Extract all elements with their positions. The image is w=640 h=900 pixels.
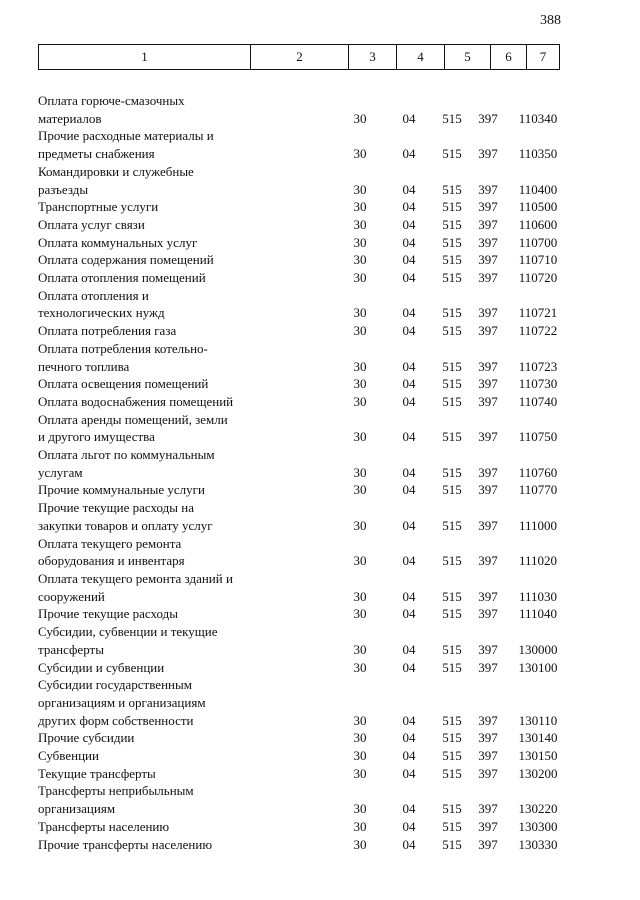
row-code-c4: 04 [402, 181, 416, 197]
row-code-c7: 130000 [518, 641, 558, 657]
row-code-c6: 397 [478, 252, 498, 268]
row-name: Оплата водоснабжения помещений [38, 393, 234, 409]
row-code-c4: 04 [402, 110, 416, 126]
row-code-c3: 30 [353, 110, 367, 126]
row-code-c7: 110723 [518, 358, 558, 374]
row-code-c5: 515 [442, 482, 462, 498]
row-code-c6: 397 [478, 641, 498, 657]
row-code-c5: 515 [442, 216, 462, 232]
row-code-c7: 110721 [518, 305, 558, 321]
column-header-2: 2 [251, 45, 349, 69]
row-code-c3: 30 [353, 801, 367, 817]
row-code-c6: 397 [478, 588, 498, 604]
row-code-c5: 515 [442, 358, 462, 374]
row-code-c5: 515 [442, 146, 462, 162]
table-row [0, 623, 640, 658]
row-code-c6: 397 [478, 553, 498, 569]
column-header-3: 3 [349, 45, 397, 69]
row-code-c4: 04 [402, 216, 416, 232]
table-row [0, 127, 640, 162]
row-code-c5: 515 [442, 234, 462, 250]
budget-classification-table [0, 92, 640, 853]
row-code-c4: 04 [402, 199, 416, 215]
row-code-c3: 30 [353, 252, 367, 268]
row-name: Оплата освещения помещений [38, 376, 209, 392]
row-code-c7: 111040 [518, 606, 558, 622]
row-code-c5: 515 [442, 641, 462, 657]
table-row [0, 481, 640, 499]
row-code-c7: 110750 [518, 429, 558, 445]
row-code-c5: 515 [442, 110, 462, 126]
row-name: Оплата содержания помещений [38, 252, 214, 268]
row-code-c6: 397 [478, 836, 498, 852]
row-code-c6: 397 [478, 146, 498, 162]
row-name: Субсидии, субвенции и текущие трансферты [38, 624, 218, 657]
row-code-c4: 04 [402, 748, 416, 764]
row-code-c7: 130220 [518, 801, 558, 817]
row-code-c5: 515 [442, 376, 462, 392]
row-code-c6: 397 [478, 765, 498, 781]
row-code-c4: 04 [402, 588, 416, 604]
row-code-c7: 110720 [518, 270, 558, 286]
row-code-c3: 30 [353, 358, 367, 374]
row-code-c7: 110340 [518, 110, 558, 126]
table-row [0, 92, 640, 127]
row-code-c7: 130300 [518, 818, 558, 834]
row-name: Прочие текущие расходы на закупки товаров и оплату услуг [38, 500, 213, 533]
row-code-c7: 130150 [518, 748, 558, 764]
column-header-7: 7 [539, 49, 547, 64]
row-code-c7: 110700 [518, 234, 558, 250]
row-code-c4: 04 [402, 712, 416, 728]
row-name: Субсидии и субвенции [38, 659, 165, 675]
row-code-c3: 30 [353, 393, 367, 409]
row-name: Прочие расходные материалы и предметы снабжения [38, 128, 214, 162]
row-code-c6: 397 [478, 606, 498, 622]
table-row [0, 340, 640, 375]
row-code-c7: 110730 [518, 376, 558, 392]
row-code-c3: 30 [353, 765, 367, 781]
row-code-c4: 04 [402, 641, 416, 657]
row-code-c4: 04 [402, 517, 416, 533]
table-row [0, 535, 640, 570]
row-code-c6: 397 [478, 429, 498, 445]
row-code-c7: 110400 [518, 181, 558, 197]
row-code-c6: 397 [478, 464, 498, 480]
table-row [0, 747, 640, 765]
row-name: Транспортные услуги [38, 199, 159, 215]
row-name: Оплата отопления и технологических нужд [38, 287, 165, 321]
row-code-c7: 110600 [518, 216, 558, 232]
row-code-c6: 397 [478, 181, 498, 197]
row-code-c6: 397 [478, 199, 498, 215]
row-code-c3: 30 [353, 836, 367, 852]
row-code-c3: 30 [353, 199, 367, 215]
row-code-c6: 397 [478, 818, 498, 834]
column-header-5: 5 [445, 45, 491, 69]
row-name: Оплата аренды помещений, земли и другого имущества [38, 411, 228, 445]
row-code-c4: 04 [402, 730, 416, 746]
row-code-c4: 04 [402, 393, 416, 409]
row-code-c5: 515 [442, 553, 462, 569]
row-code-c4: 04 [402, 270, 416, 286]
row-code-c4: 04 [402, 482, 416, 498]
row-code-c7: 110760 [518, 464, 558, 480]
column-header-4: 4 [397, 45, 445, 69]
row-code-c3: 30 [353, 376, 367, 392]
row-code-c3: 30 [353, 818, 367, 834]
row-code-c4: 04 [402, 464, 416, 480]
row-code-c3: 30 [353, 323, 367, 339]
row-code-c3: 30 [353, 429, 367, 445]
row-code-c5: 515 [442, 252, 462, 268]
row-code-c5: 515 [442, 748, 462, 764]
row-code-c3: 30 [353, 270, 367, 286]
row-code-c5: 515 [442, 305, 462, 321]
row-name: Прочие трансферты населению [38, 836, 213, 852]
table-row [0, 659, 640, 677]
row-name: Оплата льгот по коммунальным услугам [38, 447, 215, 480]
row-code-c3: 30 [353, 234, 367, 250]
column-header-1: 1 [39, 45, 251, 69]
row-code-c5: 515 [442, 730, 462, 746]
row-name: Текущие трансферты [38, 765, 156, 781]
row-code-c4: 04 [402, 553, 416, 569]
row-name: Субвенции [38, 748, 99, 764]
row-name: Командировки и служебные разъезды [38, 163, 194, 197]
row-code-c5: 515 [442, 836, 462, 852]
row-code-c7: 110500 [518, 199, 558, 215]
row-code-c4: 04 [402, 252, 416, 268]
row-code-c5: 515 [442, 199, 462, 215]
row-code-c5: 515 [442, 818, 462, 834]
table-row [0, 287, 640, 322]
table-row [0, 765, 640, 783]
row-code-c5: 515 [442, 181, 462, 197]
row-name: Трансферты неприбыльным организациям [38, 783, 194, 817]
row-code-c5: 515 [442, 606, 462, 622]
row-code-c5: 515 [442, 659, 462, 675]
table-row [0, 234, 640, 252]
row-code-c4: 04 [402, 836, 416, 852]
table-row [0, 269, 640, 287]
row-code-c4: 04 [402, 818, 416, 834]
row-code-c3: 30 [353, 588, 367, 604]
row-code-c3: 30 [353, 464, 367, 480]
row-code-c3: 30 [353, 748, 367, 764]
row-code-c6: 397 [478, 393, 498, 409]
row-code-c6: 397 [478, 748, 498, 764]
row-code-c5: 515 [442, 712, 462, 728]
table-row [0, 163, 640, 198]
row-code-c3: 30 [353, 146, 367, 162]
row-name: Прочие субсидии [38, 730, 135, 746]
row-code-c6: 397 [478, 730, 498, 746]
table-row [0, 216, 640, 234]
row-code-c7: 110770 [518, 482, 558, 498]
row-code-c5: 515 [442, 765, 462, 781]
row-code-c4: 04 [402, 358, 416, 374]
row-code-c4: 04 [402, 305, 416, 321]
row-name: Оплата текущего ремонта оборудования и инвентаря [38, 535, 185, 569]
row-code-c7: 111020 [518, 553, 558, 569]
row-code-c4: 04 [402, 606, 416, 622]
row-code-c6: 397 [478, 305, 498, 321]
table-row [0, 570, 640, 605]
row-code-c7: 110350 [518, 146, 558, 162]
row-name: Прочие текущие расходы [38, 606, 178, 622]
row-code-c6: 397 [478, 376, 498, 392]
row-code-c3: 30 [353, 482, 367, 498]
row-code-c3: 30 [353, 641, 367, 657]
row-code-c7: 111000 [518, 517, 558, 533]
row-code-c4: 04 [402, 376, 416, 392]
row-code-c3: 30 [353, 181, 367, 197]
table-row [0, 411, 640, 446]
row-code-c7: 130100 [518, 659, 558, 675]
row-code-c5: 515 [442, 393, 462, 409]
row-code-c5: 515 [442, 801, 462, 817]
row-code-c3: 30 [353, 517, 367, 533]
row-name: Трансферты населению [38, 818, 170, 834]
row-code-c3: 30 [353, 305, 367, 321]
row-code-c6: 397 [478, 482, 498, 498]
table-row [0, 605, 640, 623]
row-name: Оплата услуг связи [38, 216, 145, 232]
row-name: Оплата коммунальных услуг [38, 234, 198, 250]
row-code-c3: 30 [353, 216, 367, 232]
row-code-c5: 515 [442, 429, 462, 445]
row-code-c5: 515 [442, 464, 462, 480]
row-code-c6: 397 [478, 358, 498, 374]
row-code-c7: 130110 [518, 712, 558, 728]
row-code-c7: 130330 [518, 836, 558, 852]
row-name: Оплата текущего ремонта зданий и сооружений [38, 570, 233, 604]
row-code-c7: 111030 [518, 588, 558, 604]
row-code-c6: 397 [478, 234, 498, 250]
row-code-c3: 30 [353, 712, 367, 728]
row-code-c4: 04 [402, 323, 416, 339]
table-row [0, 446, 640, 481]
page-number: 388 [540, 13, 561, 28]
row-code-c5: 515 [442, 270, 462, 286]
row-code-c3: 30 [353, 606, 367, 622]
row-code-c3: 30 [353, 553, 367, 569]
row-code-c4: 04 [402, 659, 416, 675]
row-name: Оплата отопления помещений [38, 270, 206, 286]
row-code-c4: 04 [402, 234, 416, 250]
row-name: Оплата потребления котельно- печного топлива [38, 340, 208, 374]
column-header-row [38, 44, 560, 70]
row-code-c6: 397 [478, 216, 498, 232]
row-code-c3: 30 [353, 659, 367, 675]
row-code-c7: 130140 [518, 730, 558, 746]
table-row [0, 836, 640, 854]
row-code-c7: 130200 [518, 765, 558, 781]
row-code-c4: 04 [402, 765, 416, 781]
row-code-c6: 397 [478, 712, 498, 728]
row-name: Субсидии государственным организациям и организациям других форм собственности [38, 677, 206, 728]
row-name: Оплата горюче-смазочных материалов [38, 93, 185, 126]
row-code-c4: 04 [402, 801, 416, 817]
table-row [0, 393, 640, 411]
row-code-c4: 04 [402, 429, 416, 445]
row-code-c5: 515 [442, 323, 462, 339]
row-code-c7: 110722 [518, 323, 558, 339]
row-code-c5: 515 [442, 517, 462, 533]
column-header-6: 6 [491, 45, 527, 69]
row-code-c6: 397 [478, 110, 498, 126]
row-name: Оплата потребления газа [38, 323, 177, 339]
row-code-c6: 397 [478, 801, 498, 817]
table-row [0, 375, 640, 393]
table-row [0, 729, 640, 747]
row-code-c7: 110710 [518, 252, 558, 268]
table-row [0, 499, 640, 534]
row-code-c7: 110740 [518, 393, 558, 409]
row-code-c3: 30 [353, 730, 367, 746]
table-row [0, 198, 640, 216]
table-row [0, 676, 640, 729]
row-code-c6: 397 [478, 517, 498, 533]
row-code-c6: 397 [478, 323, 498, 339]
row-code-c6: 397 [478, 659, 498, 675]
row-code-c6: 397 [478, 270, 498, 286]
row-code-c5: 515 [442, 588, 462, 604]
table-row [0, 818, 640, 836]
table-row [0, 251, 640, 269]
row-name: Прочие коммунальные услуги [38, 482, 205, 498]
row-code-c4: 04 [402, 146, 416, 162]
table-row [0, 322, 640, 340]
table-row [0, 782, 640, 817]
